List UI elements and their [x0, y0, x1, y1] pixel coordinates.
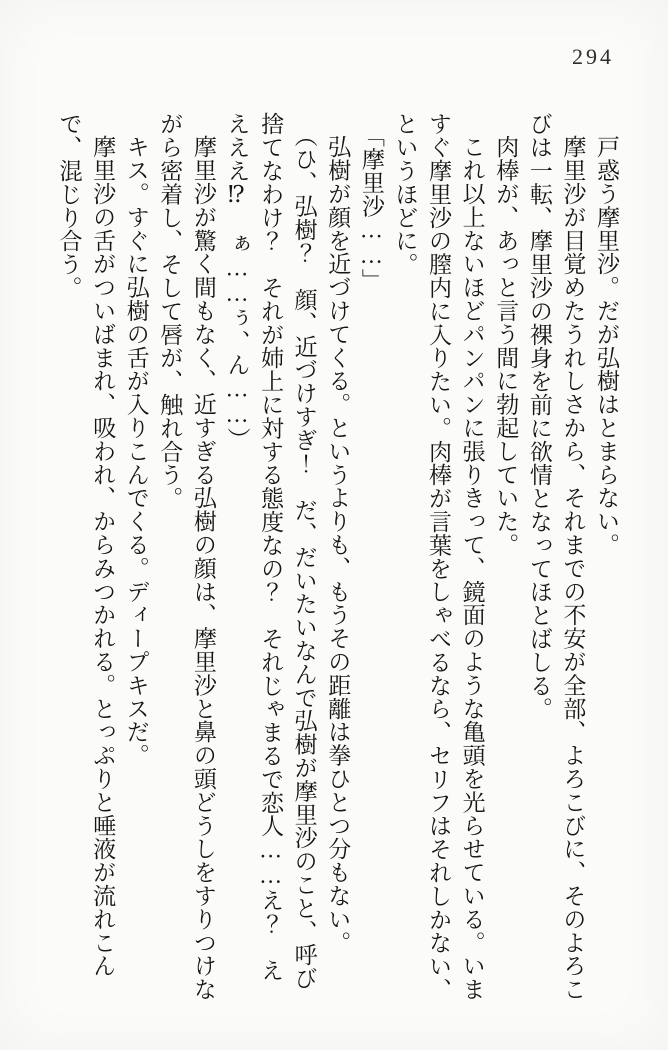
body-text-block	[45, 112, 623, 1004]
paragraph: 弘樹が顔を近づけてくる。というよりも、もうその距離は拳ひとつ分もない。	[325, 135, 351, 954]
paragraph: キス。すぐに弘樹の舌が入りこんでくる。ディープキスだ。	[123, 135, 149, 767]
paragraph: （ひ、弘樹？ 顔、近づけすぎ！ だ、だいたいなんで弘樹が摩里沙のこと、呼び捨てなわけ？ それが姉上に対する態度なの？ それじゃまるで恋人……え？ ええええ⁉ ぁ……ぅ、ん……）	[224, 112, 317, 990]
page-number: 294	[572, 44, 614, 69]
paragraph: これ以上ないほどパンパンに張りきって、鏡面のような亀頭を光らせている。いますぐ摩里沙の膣内に入りたい。肉棒が言葉をしゃべるなら、セリフはそれしかない、というほどに。	[392, 112, 485, 1002]
paragraph: 摩里沙が驚く間もなく、近すぎる弘樹の顔は、摩里沙と鼻の頭どうしをすりつけながら密着し、そして唇が、触れ合う。	[157, 112, 216, 1001]
paragraph: 「摩里沙……」	[358, 123, 384, 292]
paragraph: 摩里沙の舌がついばまれ、吸われ、からみつかれる。とっぷりと唾液が流れこんで、混じり合う。	[56, 112, 116, 978]
paragraph: 摩里沙が目覚めたうれしさから、それまでの不安が全部、よろこびに、そのよろこびは一転、摩里沙の裸身を前に欲情となってほとばしる。	[526, 112, 586, 1001]
paragraph: 戸惑う摩里沙。だが弘樹はとまらない。	[594, 135, 619, 557]
paragraph: 肉棒が、あっと言う間に勃起していた。	[493, 135, 519, 557]
